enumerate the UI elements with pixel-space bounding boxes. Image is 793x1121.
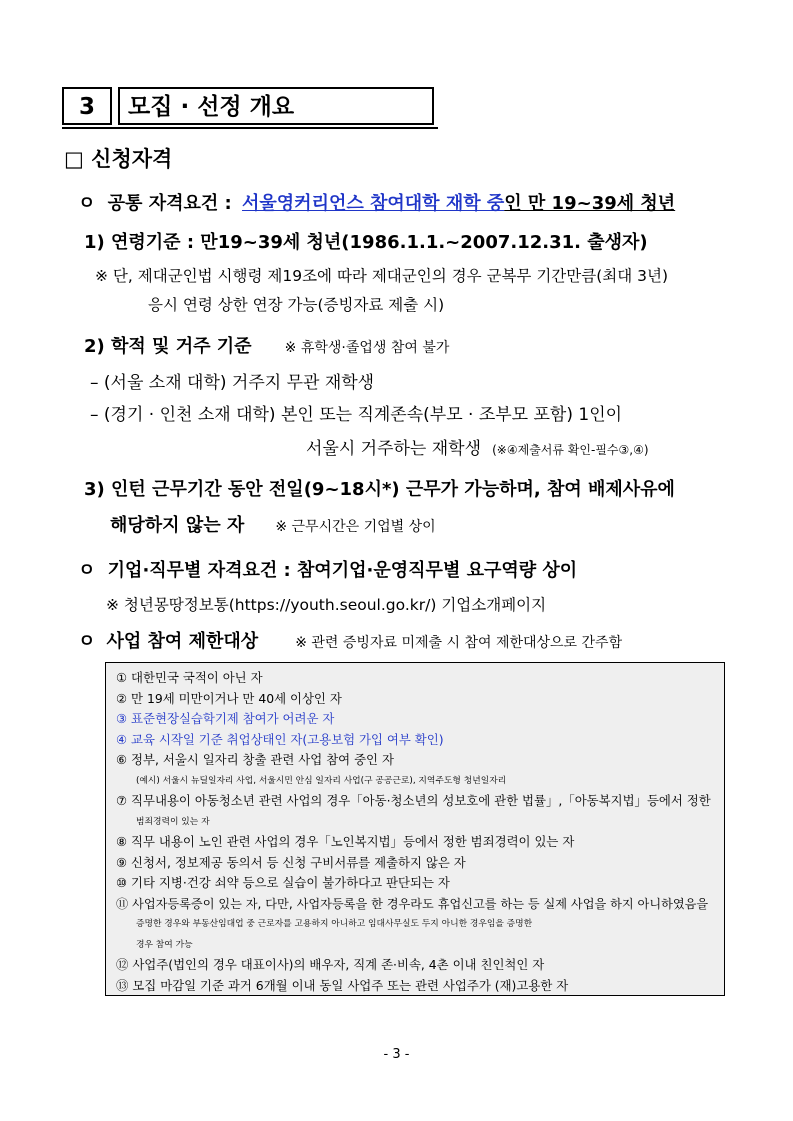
work-note: ※ 근무시간은 기업별 상이 — [275, 519, 436, 535]
list-item: ⑥ 정부, 서울시 일자리 창출 관련 사업 참여 중인 자 — [116, 752, 394, 767]
list-item: ⑪ 사업자등록증이 있는 자, 다만, 사업자등록을 한 경우라도 휴업신고를 하는 등 실제 사업을 하지 아니하였음을 — [116, 896, 709, 911]
list-item: ① 대한민국 국적이 아닌 자 — [116, 670, 263, 685]
company-requirement — [78, 556, 577, 582]
restrict-block — [78, 627, 622, 653]
apply-heading: □ 신청자격 — [64, 147, 173, 171]
common-rest: 인 만 19~39세 청년 — [504, 193, 676, 214]
enroll-note: ※ 휴학생·졸업생 참여 불가 — [284, 340, 450, 356]
common-label: 공통 자격요건 : — [107, 193, 232, 214]
enroll-title: 2) 학적 및 거주 기준 — [84, 336, 252, 357]
age-note-2: 응시 연령 상한 연장 가능(증빙자료 제출 시) — [148, 296, 445, 314]
common-requirement — [78, 189, 675, 215]
section-header — [62, 87, 438, 129]
bullet-circle: ㅇ — [78, 560, 96, 581]
section-number: 3 — [62, 87, 112, 125]
bullet-circle: ㅇ — [78, 631, 96, 652]
work-title-2-block — [110, 511, 436, 537]
bullet-circle: ㅇ — [78, 193, 96, 214]
list-item: ⑬ 모집 마감일 기준 과거 6개월 이내 동일 사업주 또는 관련 사업주가 (재)고용한 자 — [116, 977, 569, 993]
list-item: 증명한 경우와 부동산임대업 중 근로자를 고용하지 아니하고 임대사무실도 두지 아니한 경우임을 증명한 — [136, 919, 533, 929]
list-item: ④ 교육 시작일 기준 취업상태인 자(고용보험 가입 여부 확인) — [116, 731, 444, 747]
work-title-2: 해당하지 않는 자 — [110, 515, 245, 536]
restrict-note: ※ 관련 증빙자료 미제출 시 참여 제한대상으로 간주함 — [295, 635, 623, 651]
list-item: ⑩ 기타 지병·건강 쇠약 등으로 실습이 불가하다고 판단되는 자 — [116, 875, 450, 890]
list-item: ② 만 19세 미만이거나 만 40세 이상인 자 — [116, 690, 342, 706]
enroll-line-3: 서울시 거주하는 재학생 — [306, 439, 482, 459]
list-item: 범죄경력이 있는 자 — [136, 816, 210, 827]
section-title: 모집 · 선정 개요 — [118, 87, 434, 125]
list-item: 경우 참여 가능 — [136, 939, 193, 950]
work-title-1: 3) 인턴 근무기간 동안 전일(9~18시*) 근무가 가능하며, 참여 배제사유에 — [84, 479, 675, 500]
list-item: ⑧ 직무 내용이 노인 관련 사업의 경우「노인복지법」등에서 정한 범죄경력이 있는 자 — [116, 834, 575, 849]
company-label: 기업·직무별 자격요건 : 참여기업·운영직무별 요구역량 상이 — [107, 560, 578, 581]
restrict-label: 사업 참여 제한대상 — [106, 631, 259, 652]
common-highlight: 서울영커리언스 참여대학 재학 중 — [242, 193, 505, 214]
enroll-line-3-note: (※④제출서류 확인-필수③,④) — [492, 443, 649, 457]
list-item: ③ 표준현장실습학기제 참여가 어려운 자 — [116, 711, 335, 726]
list-item: ⑫ 사업주(법인의 경우 대표이사)의 배우자, 직계 존·비속, 4촌 이내 친인척인 자 — [116, 957, 545, 972]
enroll-block — [84, 332, 449, 358]
enroll-line-1: – (서울 소재 대학) 거주지 무관 재학생 — [90, 373, 375, 393]
list-item: ⑨ 신청서, 정보제공 동의서 등 신청 구비서류를 제출하지 않은 자 — [116, 854, 466, 870]
enroll-line-3-block — [306, 434, 649, 459]
page-number: - 3 - — [383, 1047, 410, 1062]
list-item: ⑦ 직무내용이 아동청소년 관련 사업의 경우「아동·청소년의 성보호에 관한 법률」,「아동복지법」등에서 정한 — [116, 793, 711, 808]
enroll-line-2: – (경기 · 인천 소재 대학) 본인 또는 직계존속(부모 · 조부모 포함) 1인이 — [90, 405, 623, 425]
age-title: 1) 연령기준 : 만19~39세 청년(1986.1.1.~2007.12.31. 출생자) — [84, 232, 648, 253]
age-note-1: ※ 단, 제대군인법 시행령 제19조에 따라 제대군인의 경우 군복무 기간만큼(최대 3년) — [95, 267, 669, 285]
restrict-box — [105, 662, 725, 996]
company-note: ※ 청년몽땅정보통(https://youth.seoul.go.kr/) 기업소개페이지 — [106, 596, 547, 614]
list-item: (예시) 서울시 뉴딜일자리 사업, 서울시민 안심 일자리 사업(구 공공근로), 지역주도형 청년일자리 — [136, 775, 507, 786]
